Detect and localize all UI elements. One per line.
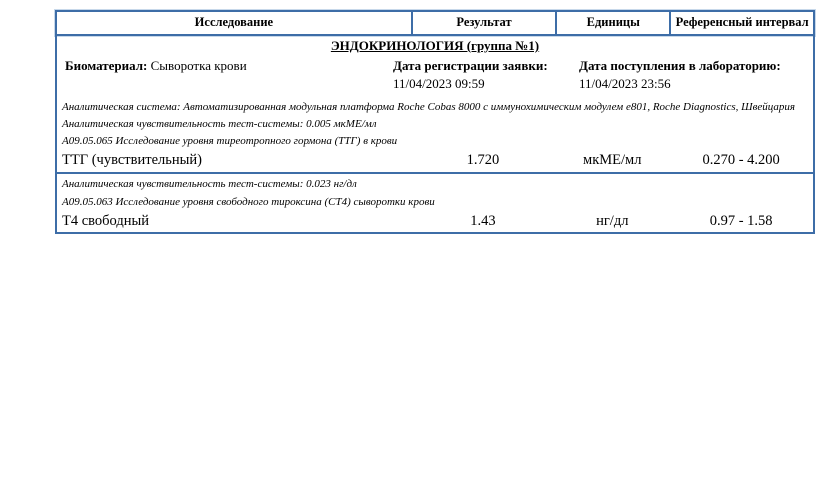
test-code-line: A09.05.063 Исследование уровня свободного тироксина (СТ4) сыворотки крови (62, 195, 435, 208)
received-date-label: Дата поступления в лабораторию: (579, 58, 781, 73)
registration-date-block (393, 58, 579, 94)
test-name: Т4 свободный (62, 212, 150, 229)
registration-date-value: 11/04/2023 09:59 (393, 75, 485, 91)
test-reference: 0.97 - 1.58 (709, 212, 773, 229)
column-header-reference: Референсный интервал (669, 12, 813, 34)
analytical-system-note: Аналитическая система: Автоматизированная модульная платформа Roche Cobas 8000 с иммунохимическим модулем e801, Roche Diagnostics, Швейцария (62, 100, 795, 113)
meta-row (57, 55, 813, 96)
test-units: мкМЕ/мл (583, 152, 642, 169)
column-header-units: Единицы (555, 12, 669, 34)
biomaterial-block (65, 58, 393, 94)
section-title-endocrinology: ЭНДОКРИНОЛОГИЯ (группа №1) (330, 38, 540, 53)
received-date-value: 11/04/2023 23:56 (579, 75, 671, 91)
biomaterial-value: Сыворотка крови (150, 58, 247, 73)
test-result: 1.43 (470, 212, 496, 229)
biomaterial-label: Биоматериал: (65, 58, 148, 73)
received-date-block (579, 58, 807, 94)
test-result: 1.720 (466, 152, 500, 169)
test-units: нг/дл (596, 212, 629, 229)
test-sensitivity-note: Аналитическая чувствительность тест-системы: 0.005 мкМЕ/мл (62, 117, 377, 130)
column-header-result: Результат (411, 12, 555, 34)
test-code-line: A09.05.065 Исследование уровня тиреотропного гормона (ТТГ) в крови (62, 135, 398, 148)
test-block-t4 (57, 177, 813, 232)
registration-date-label: Дата регистрации заявки: (393, 58, 548, 73)
test-block-ttg (57, 117, 813, 174)
column-header-study: Исследование (194, 15, 274, 29)
result-row-t4 (57, 212, 813, 233)
test-name: ТТГ (чувствительный) (62, 152, 202, 169)
table-header-row (55, 10, 815, 36)
test-sensitivity-note: Аналитическая чувствительность тест-системы: 0.023 нг/дл (62, 177, 357, 190)
table-body (55, 36, 815, 234)
lab-report-table (55, 10, 815, 234)
test-reference: 0.270 - 4.200 (702, 152, 780, 169)
result-row-ttg (57, 151, 813, 174)
